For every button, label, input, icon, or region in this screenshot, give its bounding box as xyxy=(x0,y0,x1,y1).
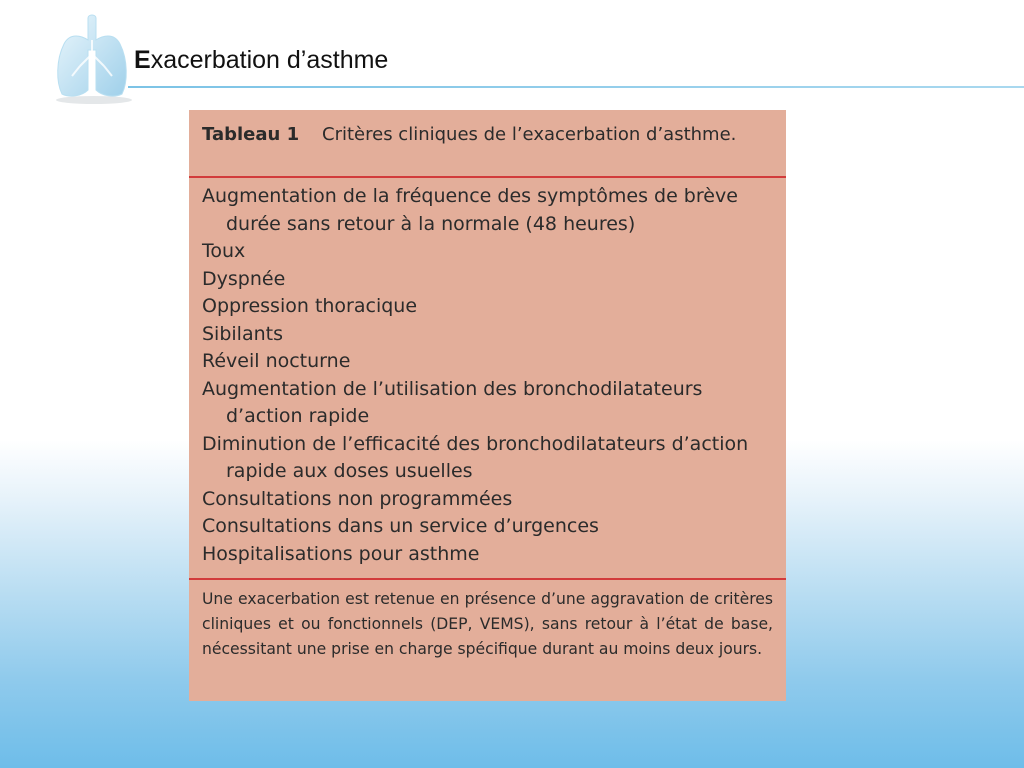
title-divider xyxy=(128,86,1024,88)
list-item: Augmentation de l’utilisation des bronchodilatateurs d’action rapide xyxy=(202,377,703,427)
list-item: Sibilants xyxy=(202,322,283,345)
table-bottom-divider xyxy=(189,578,786,580)
page-title xyxy=(134,46,388,75)
page-title-rest: xacerbation d’asthme xyxy=(150,46,389,74)
list-item: Consultations non programmées xyxy=(202,487,513,510)
lungs-icon xyxy=(44,10,140,106)
table-footnote: Une exacerbation est retenue en présence d’une aggravation de critères cliniques et ou fonctionnels (DEP, VEMS), sans retour à l’état de base, nécessitant une prise en charge spécifique durant au moins deux jours. xyxy=(202,590,773,658)
list-item: Consultations dans un service d’urgences xyxy=(202,515,599,537)
list-item: Toux xyxy=(202,240,246,262)
table-caption-label: Tableau 1 xyxy=(202,124,300,145)
list-item: Dyspnée xyxy=(202,267,286,290)
criteria-list xyxy=(202,183,777,568)
list-item: Réveil nocturne xyxy=(202,350,351,372)
table-caption xyxy=(202,121,773,149)
criteria-table xyxy=(189,110,786,701)
table-caption-text: Critères cliniques de l’exacerbation d’asthme. xyxy=(322,124,737,145)
list-item: Hospitalisations pour asthme xyxy=(202,542,480,565)
table-top-divider xyxy=(189,176,786,178)
page-title-initial: E xyxy=(134,46,151,74)
list-item: Diminution de l’efficacité des bronchodilatateurs d’action rapide aux doses usuelles xyxy=(202,432,749,482)
list-item: Oppression thoracique xyxy=(202,295,418,317)
list-item: Augmentation de la fréquence des symptômes de brève durée sans retour à la normale (48 heures) xyxy=(202,185,738,235)
